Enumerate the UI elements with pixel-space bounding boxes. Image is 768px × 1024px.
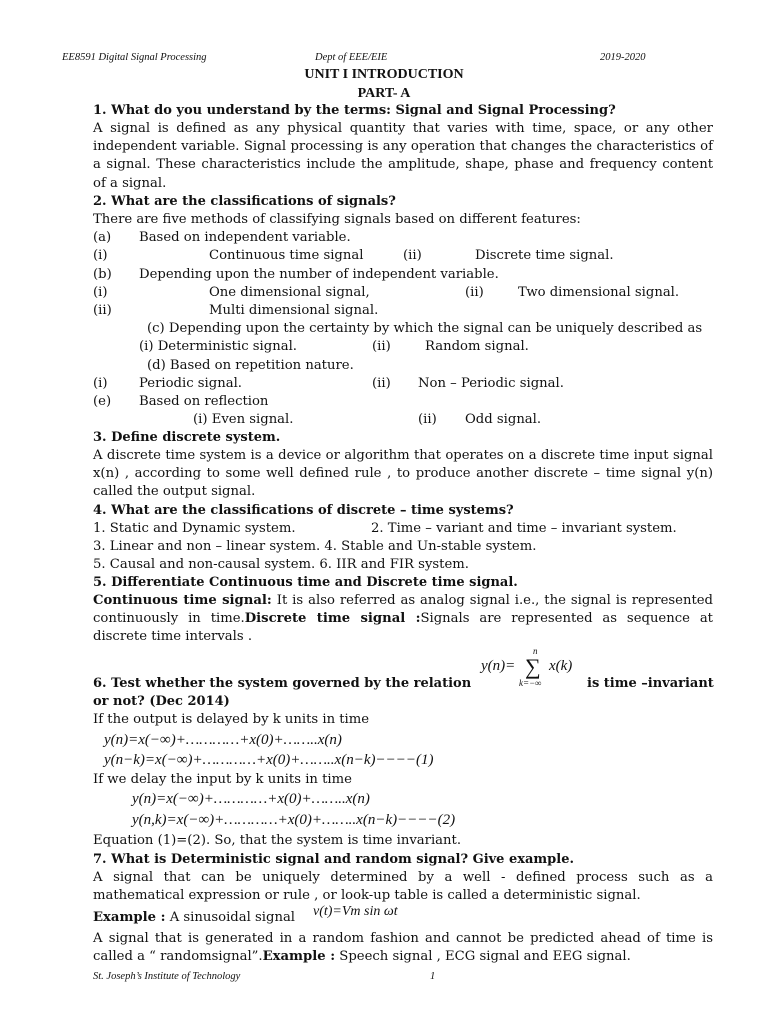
list-item: 3. Linear and non – linear system. 4. Stable and Un-stable system.	[93, 539, 537, 555]
example-line: Example : A sinusoidal signal	[93, 910, 296, 925]
question-6-cont: or not? (Dec 2014)	[93, 694, 230, 710]
question-6-block	[93, 675, 713, 729]
dt-label: Discrete time signal :	[244, 611, 421, 627]
equation-1: y(n)=x(−∞)+…………+x(0)+……..x(n)	[104, 732, 342, 748]
footer-institute: St. Joseph’s Institute of Technology	[93, 971, 241, 982]
example-label: Example :	[93, 910, 166, 925]
header-year: 2019-2020	[600, 52, 646, 63]
question-2: 2. What are the classifications of signals?	[93, 194, 396, 209]
question-5: 5. Differentiate Continuous time and Discrete time signal.	[93, 575, 518, 590]
page-number: 1	[430, 971, 436, 982]
question-3: 3. Define discrete system.	[93, 430, 281, 445]
question-1: 1. What do you understand by the terms: Signal and Signal Processing?	[93, 103, 616, 118]
answer-3: A discrete time system is a device or algorithm that operates on a discrete time input signal x(n) , according to some well defined rule , to produce another discrete – time signal y(n) called the output signal.	[93, 448, 713, 500]
example2-label: Example :	[262, 949, 336, 965]
question-7-block	[93, 851, 713, 905]
list-item: (e) Based on reflection	[93, 393, 269, 409]
question-6: 6. Test whether the system governed by the relation is time –invariant	[93, 676, 714, 691]
question-4: 4. What are the classifications of discrete – time systems?	[93, 503, 514, 518]
sinusoid-equation: v(t)=Vm sin ωt	[313, 904, 398, 919]
list-item: 1. Static and Dynamic system. 2. Time – variant and time – invariant system.	[93, 521, 677, 536]
answer-5: Continuous time signal: It is also referred as analog signal i.e., the signal is represented continuously in time.Discrete time signal :Signals are represented as sequence at discrete time intervals .	[93, 593, 713, 645]
part-title: PART- A	[357, 86, 411, 101]
ct-label: Continuous time signal:	[93, 593, 272, 608]
conclusion: Equation (1)=(2). So, that the system is time invariant.	[93, 833, 462, 848]
answer-1: A signal is defined as any physical quantity that varies with time, space, or any other independent variable. Signal processing is any operation that changes the characteristics of a signal. These characteristics include the amplitude, shape, phase and frequency content of a signal.	[93, 121, 713, 191]
list-item: (ii) Multi dimensional signal.	[93, 302, 379, 318]
list-item: (i) Deterministic signal. (ii) Random signal.	[139, 339, 529, 355]
document-page: EE8591 Digital Signal Processing Dept of EEE/EIE 2019-2020 UNIT I INTRODUCTION PART- A 1. What do you understand by the terms: Signal and Signal Processing? A signal is defined as any physical quantity that varies with time, space, or any other independent variable. Signal processing is any operation that changes the characteristics of a signal. These characteristics include the amplitude, shape, phase and frequency content of a signal. 2. What are the classifications of signals? There are five methods of classifying signals based on different features: (a) Based on independent variable. (i) Continuous time signal (ii) Discrete time signal. (b) Depending upon the number of independent variable. (i) One dimensional signal, (ii) Two dimensional signal. (ii) Multi dimensional signal. (c) Depending upon the certainty by which the signal can be uniquely described as (i) Deterministic signal. (ii) Random signal. (d) Based on repetition nature. (i) Periodic signal. (ii) Non – Periodic signal. (e) Based on reflection (i) Even signal. (ii) Odd signal. 3. Define discrete system. A discrete time system is a device or algorithm that operates on a discrete time input signal x(n) , according to some well defined rule , to produce another discrete – time signal y(n) called the output signal. 4. What are the classifications of discrete – time systems? 1. Static and Dynamic system. 2. Time – variant and time – invariant system. 3. Linear and non – linear system. 4. Stable and Un-stable system. 5. Causal and non-causal system. 6. IIR and FIR system. 5. Differentiate Continuous time and Discrete time signal. Continuous time signal: It is also referred as analog signal i.e., the signal is represented continuously in time.Discrete time signal :Signals are represented as sequence at discrete time intervals . y(n)= n ∑ k=−∞ x(k) 6. Test whether the system governed by the relation is time –invariant or not? (Dec 2014) If the output is delayed by k units in time y(n)=x(−∞)+…………+x(0)+……..x(n) y(n−k)=x(−∞)+…………+x(0)+……..x(n−k)−−−−(1) If we delay the input by k units in time y(n)=x(−∞)+…………+x(0)+……..x(n) y(n,k)=x(−∞)+…………+x(0)+……..x(n−k)−−−−(2) Equation (1)=(2). So, that the system is time invariant. 7. What is Deterministic signal and random signal? Give example. A signal that can be uniquely determined by a well - defined process such as a mathematical expression or rule , or look-up table is called a deterministic signal. Example : A sinusoidal signal v(t)=Vm sin ωt A signal that is generated in a random fashion and cannot be predicted ahead of time is called a “ randomsignal”.Example : Speech signal , ECG signal and EEG signal. St. Joseph’s Institute of Technology 1	[0, 0, 768, 1024]
equation-4: y(n,k)=x(−∞)+…………+x(0)+……..x(n−k)−−−−(2)	[132, 812, 456, 828]
question-3-block	[93, 429, 713, 502]
question-4-block	[93, 502, 713, 575]
list-item: (b) Depending upon the number of independent variable.	[93, 266, 499, 282]
equation-3: y(n)=x(−∞)+…………+x(0)+……..x(n)	[132, 791, 370, 807]
answer-7b-block	[93, 930, 713, 966]
header-course: EE8591 Digital Signal Processing	[62, 52, 207, 63]
list-item: (c) Depending upon the certainty by which the signal can be uniquely described as	[147, 321, 703, 337]
answer-2-intro: There are five methods of classifying signals based on different features:	[93, 212, 581, 227]
output-delay-line: If the output is delayed by k units in time	[93, 712, 370, 728]
list-item: (a) Based on independent variable.	[93, 230, 351, 246]
input-delay-line: If we delay the input by k units in time	[93, 772, 352, 787]
list-item: (i) Continuous time signal (ii) Discrete time signal.	[93, 248, 614, 264]
question-7: 7. What is Deterministic signal and random signal? Give example.	[93, 852, 575, 867]
question-1-block	[93, 102, 713, 193]
list-item: (i) Even signal. (ii) Odd signal.	[193, 412, 542, 428]
question-2-block	[93, 193, 713, 429]
answer-7b: A signal that is generated in a random fashion and cannot be predicted ahead of time is called a “ randomsignal”.Example : Speech signal , ECG signal and EEG signal.	[93, 931, 713, 965]
list-item: (d) Based on repetition nature.	[147, 357, 354, 373]
unit-title: UNIT I INTRODUCTION	[304, 67, 464, 82]
equation-2: y(n−k)=x(−∞)+…………+x(0)+……..x(n−k)−−−−(1)	[104, 752, 434, 768]
header-dept: Dept of EEE/EIE	[315, 52, 388, 63]
answer-7a: A signal that can be uniquely determined by a well - defined process such as a mathematical expression or rule , or look-up table is called a deterministic signal.	[93, 870, 713, 904]
question-5-block	[93, 574, 713, 647]
list-item: (i) One dimensional signal, (ii) Two dimensional signal.	[93, 284, 680, 300]
list-item: (i) Periodic signal. (ii) Non – Periodic signal.	[93, 375, 564, 391]
list-item: 5. Causal and non-causal system. 6. IIR and FIR system.	[93, 557, 469, 573]
